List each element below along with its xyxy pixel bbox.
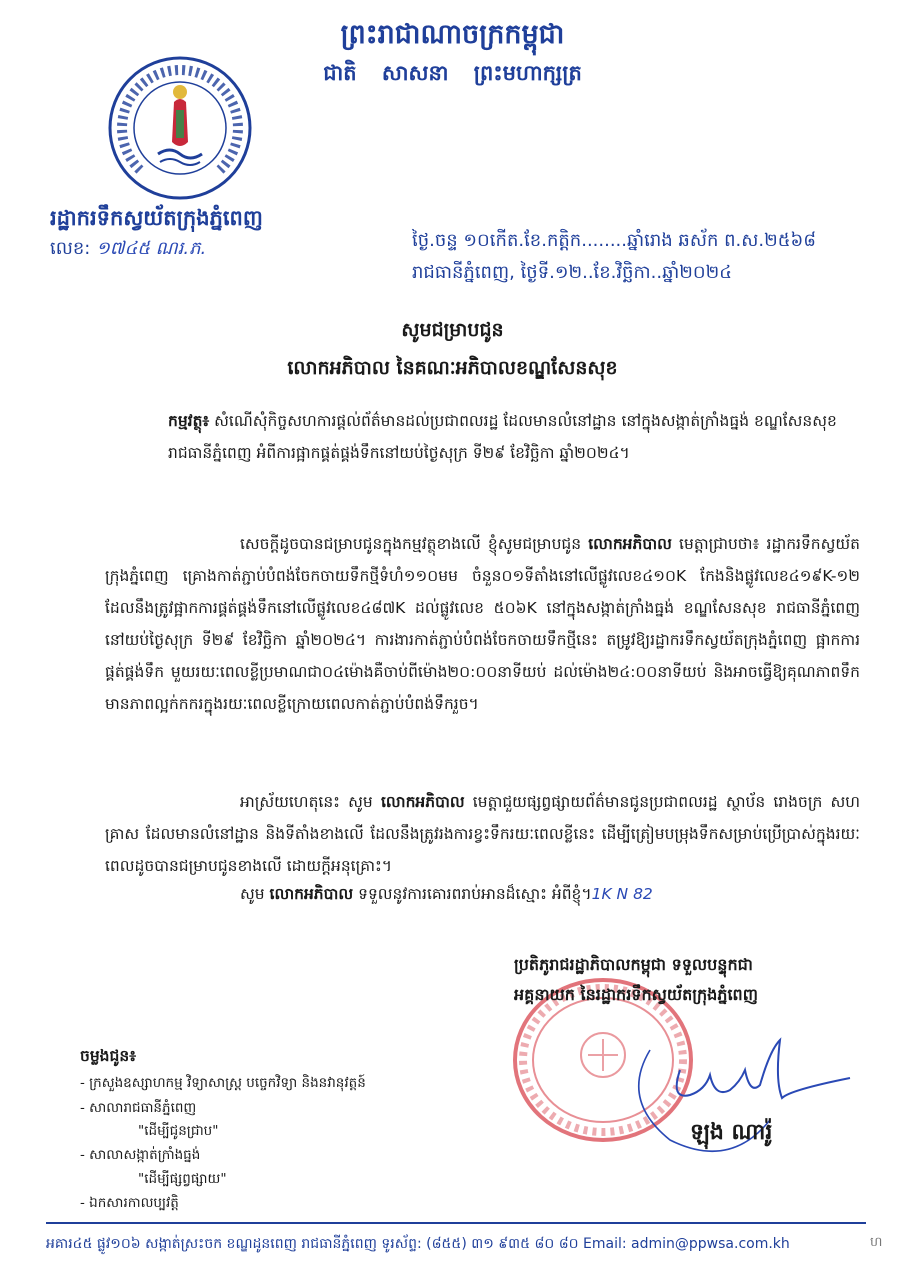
- signatory-title-line-2: អគ្គនាយក នៃរដ្ឋាករទឹកស្វយ័តក្រុងភ្នំពេញ: [514, 985, 758, 1004]
- lunar-date: ថ្ងៃ.ចន្ទ ១០កើត.ខែ.កត្តិក........ឆ្នាំរោង ឆស័ក ព.ស.២៥៦៨: [412, 230, 816, 251]
- closing-text-a: សូម: [240, 885, 270, 903]
- cc-title: ចម្លងជូន៖: [80, 1047, 137, 1065]
- p1-bold: លោកអភិបាល: [588, 535, 672, 553]
- logo-sun: [173, 85, 187, 99]
- signatory-name: ឡុង ណារ៉ូ: [690, 1120, 773, 1145]
- reference-value: ១៧៤៥ ណរ.ភ.: [96, 238, 207, 259]
- notice-title: សូមជម្រាបជូន: [401, 319, 504, 341]
- gregorian-date: រាជធានីភ្នំពេញ, ថ្ងៃទី.១២..ខែ.វិច្ឆិកា..ឆ្នាំ២០២៤: [412, 262, 732, 283]
- p1-text-b: មេត្តាជ្រាបថា៖ រដ្ឋាករទឹកស្វយ័តក្រុងភ្នំពេញ គ្រោងកាត់ភ្ជាប់បំពង់ចែកចាយទឹកថ្មីទំហំ១១០មម ចំនួន០១ទីតាំងនៅលើផ្លូវលេខ៤១០K កែងនិងផ្លូវលេខ៤១៩K-១២ ដែលនឹងត្រូវផ្អាកការផ្គត់ផ្គង់ទឹកនៅលើផ្លូវលេខ៤៨៧K ដល់ផ្លូវលេខ ៥០៦K នៅក្នុងសង្កាត់ក្រាំងធ្នង់ ខណ្ឌសែនសុខ រាជធានីភ្នំពេញ នៅយប់ថ្ងៃសុក្រ ទី២៩ ខែវិច្ឆិកា ឆ្នាំ២០២៤។ ការងារកាត់ភ្ជាប់បំពង់ចែកចាយទឹកថ្មីនេះ តម្រូវឱ្យរដ្ឋាករទឹកស្វយ័តក្រុងភ្នំពេញ ផ្អាកការផ្គត់ផ្គង់ទឹក មួយរយៈពេលខ្លីប្រមាណជា០៤ម៉ោងគឺចាប់ពីម៉ោង២០:០០នាទីយប់ ដល់ម៉ោង២៤:០០នាទីយប់ និងអាចធ្វើឱ្យគុណភាពទឹកមានភាពល្អក់កករក្នុងរយៈពេលខ្លីក្រោយពេលកាត់ភ្ជាប់បំពង់ទឹករួច។: [105, 535, 860, 713]
- p2-bold: លោកអភិបាល: [380, 793, 465, 811]
- p1-text-a: សេចក្តីដូចបានជម្រាបជូនក្នុងកម្មវត្ថុខាងលើ ខ្ញុំសូមជម្រាបជូន: [240, 535, 589, 553]
- reference-label: លេខ:: [50, 238, 91, 259]
- footer-address: អគារ៤៥ ផ្លូវ១០៦ សង្កាត់ស្រះចក ខណ្ឌដូនពេញ រាជធានីភ្នំពេញ ទូរស័ព្ទ: (៨៥៥) ៣១ ៩៣៥ ៨០ ៨០ Email: admin@ppwsa.com.kh: [46, 1236, 790, 1252]
- closing-bold: លោកអភិបាល: [269, 885, 354, 903]
- cc-item: - សាលាសង្កាត់ក្រាំងធ្នង់: [80, 1147, 201, 1163]
- body-paragraph-1: [105, 528, 860, 720]
- national-motto: ជាតិ សាសនា ព្រះមហាក្សត្រ: [323, 61, 582, 85]
- reference-number: [50, 236, 206, 263]
- subject-label: កម្មវត្ថុ៖: [168, 412, 210, 430]
- p2-text-a: អាស្រ័យហេតុនេះ សូម: [240, 793, 381, 811]
- footer-divider: [46, 1222, 866, 1224]
- kingdom-heading: ព្រះរាជាណាចក្រកម្ពុជា: [340, 19, 565, 50]
- cc-item: - សាលារាជធានីភ្នំពេញ: [80, 1100, 197, 1116]
- body-paragraph-2: [105, 786, 860, 882]
- subject-text: សំណើសុំកិច្ចសហការផ្តល់ព័ត៌មានដល់ប្រជាពលរដ្ឋ ដែលមានលំនៅដ្ឋាន នៅក្នុងសង្កាត់ក្រាំងធ្នង់ ខណ្ឌសែនសុខ រាជធានីភ្នំពេញ អំពីការផ្អាកផ្គត់ផ្គង់ទឹកនៅយប់ថ្ងៃសុក្រ ទី២៩ ខែវិច្ឆិកា ឆ្នាំ២០២៤។: [168, 412, 837, 462]
- ppwsa-logo: [100, 50, 260, 205]
- subject-block: [168, 405, 858, 469]
- closing-line: [240, 884, 653, 907]
- signatory-title-line-1: ប្រតិភូរាជរដ្ឋាភិបាលកម្ពុជា ទទួលបន្ទុកជា: [514, 955, 753, 974]
- cc-item: - ឯកសារកាលប្បវត្តិ: [80, 1195, 179, 1211]
- recipient: លោកអភិបាល នៃគណៈអភិបាលខណ្ឌសែនសុខ: [287, 357, 618, 379]
- handwritten-initials: 1K N 82: [591, 885, 653, 903]
- closing-text-b: ទទួលនូវការគោរពរាប់អានដ៏ស្មោះ អំពីខ្ញុំ។: [353, 885, 592, 903]
- sender-organization: រដ្ឋាករទឹកស្វយ័តក្រុងភ្នំពេញ: [50, 206, 263, 230]
- footer-handwritten-mark: ហ: [870, 1235, 883, 1250]
- cc-note: "ដើម្បីជូនជ្រាប": [138, 1123, 219, 1139]
- p2-text-b: មេត្តាជួយផ្សព្វផ្សាយព័ត៌មានជូនប្រជាពលរដ្ឋ ស្ថាប័ន រោងចក្រ សហគ្រាស ដែលមានលំនៅដ្ឋាន និងទីតាំងខាងលើ ដែលនឹងត្រូវរងការខ្វះទឹករយៈពេលខ្លីនេះ ដើម្បីត្រៀមបម្រុងទឹកសម្រាប់ប្រើប្រាស់ក្នុងរយៈពេលដូចបានជម្រាបជូនខាងលើ ដោយក្តីអនុគ្រោះ។: [105, 793, 860, 875]
- cc-item: - ក្រសួងឧស្សាហកម្ម វិទ្យាសាស្ត្រ បច្ចេកវិទ្យា និងនវានុវត្តន៍: [80, 1075, 366, 1091]
- cc-note: "ដើម្បីផ្សព្វផ្សាយ": [138, 1171, 227, 1187]
- logo-water-wave: [158, 150, 202, 158]
